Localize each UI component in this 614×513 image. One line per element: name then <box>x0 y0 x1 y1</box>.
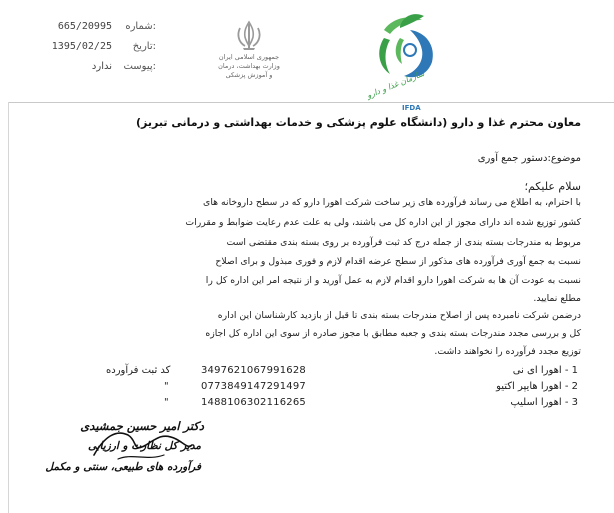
item-code: 0773849147291497 <box>201 381 306 392</box>
left-border <box>8 102 9 513</box>
body-line: کل و بررسی مجدد مندرجات بسته بندی و جعبه مطابق با مجوز صادره از سوی این اداره کل اجازه <box>205 328 581 339</box>
item-code: 3497621067991628 <box>201 365 306 376</box>
date-label: تاریخ: <box>132 41 156 52</box>
item-code: 1488106302116265 <box>201 397 306 408</box>
letter-greeting: سلام علیکم؛ <box>524 180 581 193</box>
item-name: 3 - اهورا اسلیپ <box>510 397 578 408</box>
body-line: توزیع مجدد فرآورده را نخواهند داشت. <box>434 346 581 357</box>
header-divider <box>8 102 614 103</box>
signature-name: دکتر امیر حسین جمشیدی <box>80 419 204 433</box>
body-line: با احترام، به اطلاع می رساند فرآورده های زیر ساخت شرکت اهورا دارو که در سطح داروخانه های <box>203 197 581 208</box>
body-line: کشور توزیع شده اند دارای مجوز از این اداره کل می باشند، ولی به علت عدم رعایت ضوابط و مقررات <box>185 217 581 228</box>
logo-abbr: IFDA <box>402 104 421 112</box>
date-value: 1395/02/25 <box>51 41 112 52</box>
emblem-line: وزارت بهداشت، درمان <box>218 62 280 70</box>
logo-text: سازمان غذا و دارو <box>365 68 426 101</box>
body-line: نسبت به عودت آن ها به شرکت اهورا دارو اقدام لازم به عمل آورید و از نتیجه امر این اداره کل را <box>205 275 581 286</box>
attachment-value: ندارد <box>91 61 112 72</box>
body-line: مربوط به مندرجات بسته بندی از جمله درج کد ثبت فرآورده بر روی بسته بندی مقتضی است <box>226 237 581 248</box>
emblem-icon <box>232 18 266 52</box>
handwritten-signature <box>88 415 198 475</box>
letter-attachment <box>44 61 156 73</box>
letter-title: معاون محترم غذا و دارو (دانشگاه علوم پزشکی و خدمات بهداشتی و درمانی تبریز) <box>136 116 581 129</box>
signature-department: فرآورده های طبیعی، سنتی و مکمل <box>45 461 201 473</box>
number-label: شماره: <box>125 21 156 32</box>
emblem-caption <box>215 53 283 80</box>
body-line: مطلع نمایید. <box>533 293 581 304</box>
letter-number <box>44 21 156 33</box>
number-value: 665/20995 <box>57 21 112 32</box>
letter-date <box>44 41 156 53</box>
item-name: 1 - اهورا ای نی <box>512 365 578 376</box>
item-code-label: " <box>164 381 169 392</box>
signature-title: مدیر کل نظارت و ارزیابی <box>87 440 201 452</box>
body-line: درضمن شرکت نامبرده پس از اصلاح مندرجات بسته بندی تا قبل از بازدید کارشناسان این اداره <box>217 310 581 321</box>
emblem-line: جمهوری اسلامی ایران <box>218 53 280 61</box>
item-code-label: " <box>164 397 169 408</box>
attachment-label: پیوست: <box>123 61 156 72</box>
body-line: نسبت به جمع آوری فرآورده های مذکور از سطح عرضه اقدام لازم و فوری مبذول و برای اصلاح <box>215 256 581 267</box>
letter-subject: موضوع:دستور جمع آوری <box>477 153 581 164</box>
emblem-line: و آموزش پزشکی <box>225 71 273 79</box>
item-code-label: کد ثبت فرآورده <box>106 365 171 376</box>
item-name: 2 - اهورا هایپر اکتیو <box>496 381 578 392</box>
